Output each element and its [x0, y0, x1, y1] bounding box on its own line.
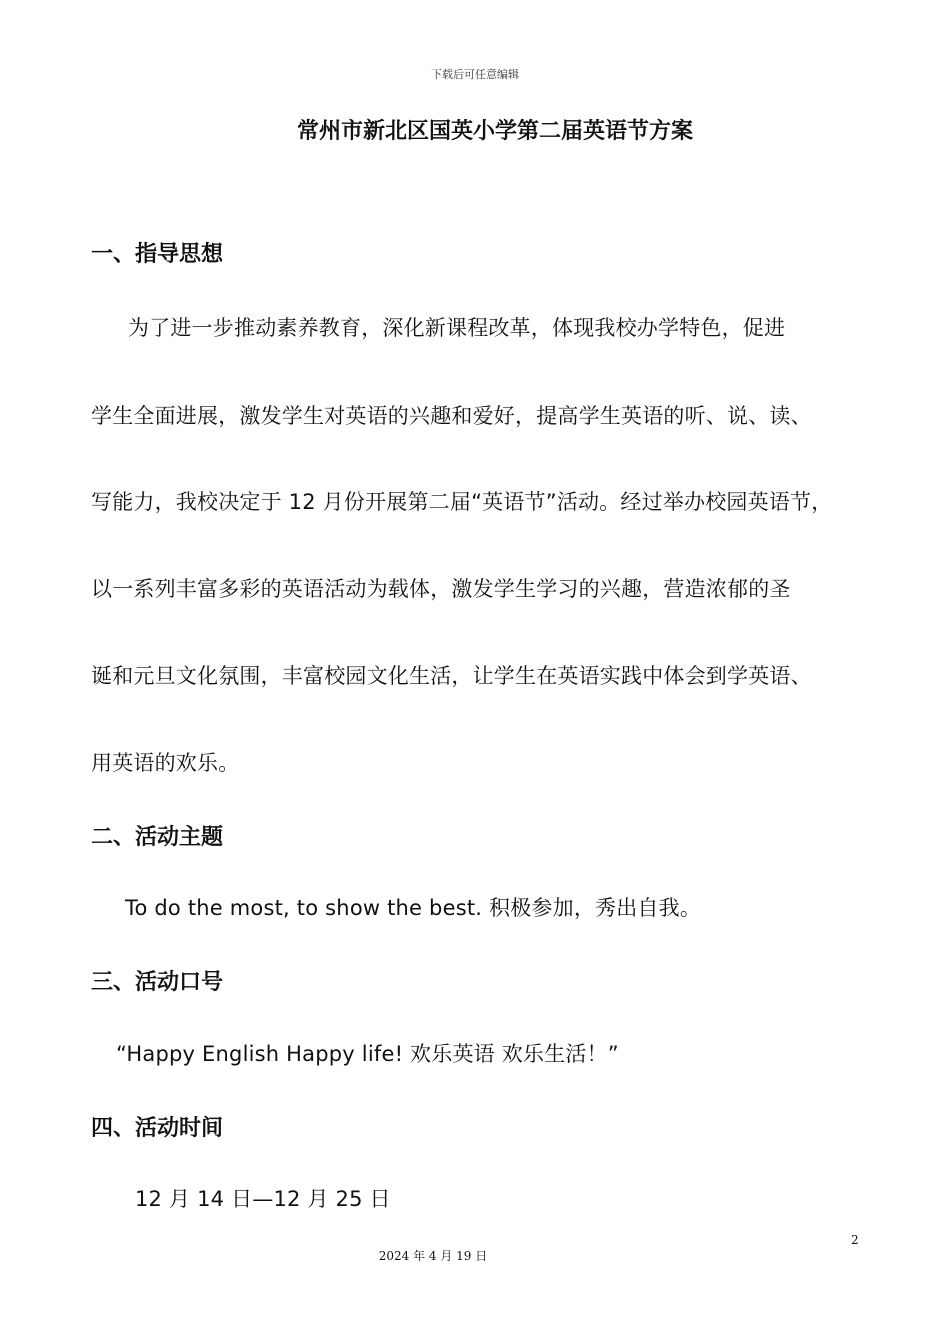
footer-date: 2024 年 4 月 19 日 [378, 1249, 488, 1263]
time-text: 12 月 14 日—12 月 25 日 [135, 1187, 391, 1211]
header-note: 下载后可任意编辑 [431, 68, 519, 81]
section-heading-time: 四、活动时间 [91, 1116, 224, 1141]
document-title: 常州市新北区国英小学第二届英语节方案 [296, 119, 693, 144]
slogan-text: “Happy English Happy life! 欢乐英语 欢乐生活！” [116, 1042, 619, 1066]
paragraph-line: 以一系列丰富多彩的英语活动为载体，激发学生学习的兴趣，营造浓郁的圣 [91, 577, 791, 601]
section-heading-theme: 二、活动主题 [91, 825, 224, 850]
section-heading-slogan: 三、活动口号 [91, 970, 224, 995]
paragraph-line: 写能力，我校决定于 12 月份开展第二届“英语节”活动。经过举办校园英语节， [91, 490, 833, 514]
theme-text: To do the most, to show the best. 积极参加，秀出自我。 [125, 896, 702, 920]
section-heading-guiding: 一、指导思想 [91, 242, 224, 267]
paragraph-line: 学生全面进展，激发学生对英语的兴趣和爱好，提高学生英语的听、说、读、 [91, 404, 812, 428]
paragraph-line: 诞和元旦文化氛围，丰富校园文化生活，让学生在英语实践中体会到学英语、 [91, 664, 812, 688]
paragraph-line: 用英语的欢乐。 [91, 751, 240, 775]
paragraph-line: 为了进一步推动素养教育，深化新课程改革，体现我校办学特色，促进 [128, 316, 786, 340]
page-number: 2 [851, 1233, 859, 1247]
